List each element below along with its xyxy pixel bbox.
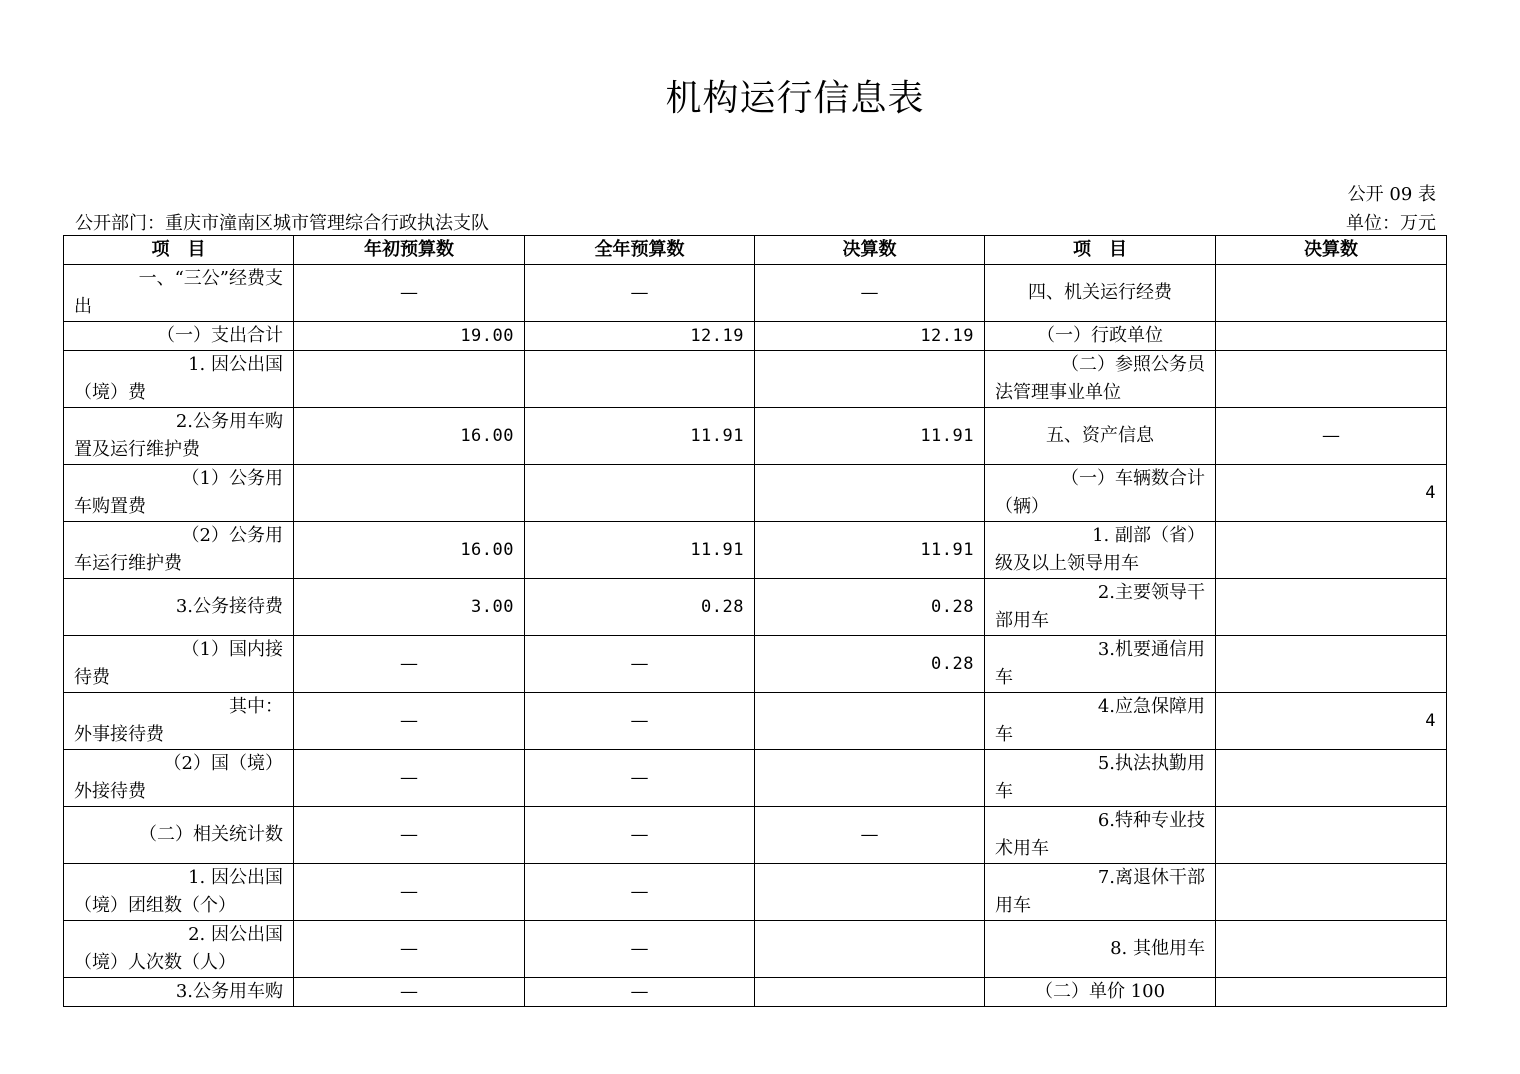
annual-budget-cell: — — [525, 807, 755, 864]
item-label — [64, 864, 294, 921]
right-item-label-line2: 法管理事业单位 — [995, 382, 1121, 403]
right-item-label — [985, 265, 1216, 322]
table-number: 公开 09 表 — [1347, 184, 1436, 205]
right-item-label — [985, 864, 1216, 921]
final-accounts-cell: 0.28 — [755, 579, 985, 636]
item-label — [64, 265, 294, 322]
department-label: 公开部门：重庆市潼南区城市管理综合行政执法支队 — [75, 213, 489, 234]
initial-budget-cell: 19.00 — [294, 322, 525, 351]
right-item-label-line1: 7.离退休干部 — [1097, 867, 1205, 888]
annual-budget-cell: 0.28 — [525, 579, 755, 636]
item-label-line1: 1. 因公出国 — [188, 354, 283, 375]
final-accounts-cell — [755, 750, 985, 807]
header-item-right: 项 目 — [985, 236, 1216, 265]
item-label — [64, 465, 294, 522]
right-item-label — [985, 693, 1216, 750]
initial-budget-cell: 16.00 — [294, 408, 525, 465]
right-final-accounts-cell — [1216, 864, 1447, 921]
info-table — [63, 235, 1447, 1007]
table-header-row — [64, 236, 1447, 265]
header-final-accounts-right: 决算数 — [1216, 236, 1447, 265]
final-accounts-cell — [755, 978, 985, 1007]
annual-budget-cell: 11.91 — [525, 408, 755, 465]
item-label-line1: 1. 因公出国 — [188, 867, 283, 888]
right-final-accounts-cell — [1216, 636, 1447, 693]
item-label-line2: 车购置费 — [74, 496, 146, 517]
initial-budget-cell: — — [294, 864, 525, 921]
right-item-label-line2: 车 — [995, 781, 1013, 802]
right-item-label-line2: 车 — [995, 667, 1013, 688]
annual-budget-cell: 12.19 — [525, 322, 755, 351]
item-label-line2: （境）费 — [74, 382, 146, 403]
right-final-accounts-cell: 4 — [1216, 465, 1447, 522]
initial-budget-cell: 16.00 — [294, 522, 525, 579]
right-item-label — [985, 750, 1216, 807]
item-label-line2: 外接待费 — [74, 781, 146, 802]
annual-budget-cell: — — [525, 636, 755, 693]
table-row — [64, 265, 1447, 322]
item-label-line1: 2. 因公出国 — [188, 924, 283, 945]
item-label-line1: 2.公务用车购 — [175, 411, 283, 432]
right-item-label — [985, 322, 1216, 351]
header-annual-budget: 全年预算数 — [525, 236, 755, 265]
right-item-label — [985, 465, 1216, 522]
item-label — [64, 693, 294, 750]
right-final-accounts-cell: — — [1216, 408, 1447, 465]
final-accounts-cell — [755, 351, 985, 408]
item-label-line1: 3.公务用车购 — [175, 981, 283, 1002]
final-accounts-cell — [755, 921, 985, 978]
item-label-line1: （二）相关统计数 — [139, 824, 283, 845]
final-accounts-cell: 11.91 — [755, 522, 985, 579]
initial-budget-cell: — — [294, 978, 525, 1007]
annual-budget-cell: — — [525, 864, 755, 921]
final-accounts-cell — [755, 693, 985, 750]
initial-budget-cell — [294, 465, 525, 522]
item-label-line2: 出 — [74, 296, 92, 317]
item-label-line2: 置及运行维护费 — [74, 439, 200, 460]
initial-budget-cell: — — [294, 750, 525, 807]
item-label — [64, 807, 294, 864]
item-label — [64, 408, 294, 465]
item-label-line1: （2）公务用 — [181, 525, 283, 546]
item-label — [64, 636, 294, 693]
initial-budget-cell: — — [294, 265, 525, 322]
right-item-label-line2: 车 — [995, 724, 1013, 745]
item-label-line1: （一）支出合计 — [157, 325, 283, 346]
annual-budget-cell: — — [525, 921, 755, 978]
annual-budget-cell — [525, 351, 755, 408]
right-final-accounts-cell — [1216, 322, 1447, 351]
right-item-label — [985, 636, 1216, 693]
right-item-label-line1: 1. 副部（省） — [1092, 525, 1205, 546]
table-row — [64, 579, 1447, 636]
annual-budget-cell — [525, 465, 755, 522]
header-initial-budget: 年初预算数 — [294, 236, 525, 265]
unit-label: 单位：万元 — [1346, 213, 1436, 234]
right-item-label-line1: 6.特种专业技 — [1097, 810, 1205, 831]
item-label — [64, 750, 294, 807]
right-item-label — [985, 978, 1216, 1007]
initial-budget-cell: 3.00 — [294, 579, 525, 636]
table-row — [64, 636, 1447, 693]
right-item-label-line1: （一）行政单位 — [1037, 325, 1163, 346]
right-item-label-line2: 术用车 — [995, 838, 1049, 859]
right-final-accounts-cell — [1216, 921, 1447, 978]
table-row — [64, 807, 1447, 864]
item-label-line2: （境）团组数（个） — [74, 895, 236, 916]
table-row — [64, 522, 1447, 579]
right-item-label — [985, 579, 1216, 636]
final-accounts-cell: 12.19 — [755, 322, 985, 351]
final-accounts-cell — [755, 465, 985, 522]
annual-budget-cell: — — [525, 978, 755, 1007]
table-row — [64, 921, 1447, 978]
right-item-label-line2: （辆） — [995, 496, 1049, 517]
right-item-label-line1: （一）车辆数合计 — [1061, 468, 1205, 489]
initial-budget-cell: — — [294, 636, 525, 693]
item-label-line2: 车运行维护费 — [74, 553, 182, 574]
initial-budget-cell: — — [294, 807, 525, 864]
table-row — [64, 750, 1447, 807]
initial-budget-cell: — — [294, 693, 525, 750]
item-label-line1: 3.公务接待费 — [175, 596, 283, 617]
right-item-label-line2: 级及以上领导用车 — [995, 553, 1139, 574]
right-final-accounts-cell — [1216, 978, 1447, 1007]
item-label-line2: （境）人次数（人） — [74, 952, 236, 973]
item-label-line2: 待费 — [74, 667, 110, 688]
initial-budget-cell — [294, 351, 525, 408]
item-label-line2: 外事接待费 — [74, 724, 164, 745]
right-item-label-line1: 5.执法执勤用 — [1097, 753, 1205, 774]
right-item-label-line2: 部用车 — [995, 610, 1049, 631]
right-item-label — [985, 408, 1216, 465]
item-label-line1: 其中： — [229, 696, 283, 717]
right-item-label — [985, 522, 1216, 579]
item-label — [64, 522, 294, 579]
item-label-line1: （1）公务用 — [181, 468, 283, 489]
right-item-label-line1: 五、资产信息 — [1046, 425, 1154, 446]
right-item-label-line1: 4.应急保障用 — [1097, 696, 1205, 717]
item-label — [64, 351, 294, 408]
right-final-accounts-cell — [1216, 351, 1447, 408]
item-label-line1: （1）国内接 — [181, 639, 283, 660]
right-item-label-line1: 2.主要领导干 — [1097, 582, 1205, 603]
item-label-line1: （2）国（境） — [163, 753, 283, 774]
item-label — [64, 921, 294, 978]
right-final-accounts-cell — [1216, 807, 1447, 864]
right-item-label-line1: （二）单价 100 — [1034, 981, 1166, 1002]
right-item-label-line1: 8. 其他用车 — [1110, 938, 1205, 959]
item-label-line1: 一、“三公”经费支 — [138, 268, 283, 289]
right-final-accounts-cell — [1216, 265, 1447, 322]
right-item-label-line2: 用车 — [995, 895, 1031, 916]
initial-budget-cell: — — [294, 921, 525, 978]
annual-budget-cell: — — [525, 265, 755, 322]
right-final-accounts-cell: 4 — [1216, 693, 1447, 750]
annual-budget-cell: 11.91 — [525, 522, 755, 579]
right-item-label — [985, 351, 1216, 408]
final-accounts-cell: 11.91 — [755, 408, 985, 465]
final-accounts-cell: — — [755, 807, 985, 864]
annual-budget-cell: — — [525, 693, 755, 750]
final-accounts-cell: — — [755, 265, 985, 322]
table-row — [64, 465, 1447, 522]
right-item-label — [985, 921, 1216, 978]
table-row — [64, 864, 1447, 921]
right-item-label-line1: （二）参照公务员 — [1061, 354, 1205, 375]
right-final-accounts-cell — [1216, 522, 1447, 579]
table-row — [64, 978, 1447, 1007]
item-label — [64, 978, 294, 1007]
item-label — [64, 579, 294, 636]
header-item: 项 目 — [64, 236, 294, 265]
final-accounts-cell: 0.28 — [755, 636, 985, 693]
annual-budget-cell: — — [525, 750, 755, 807]
right-item-label — [985, 807, 1216, 864]
right-item-label-line1: 四、机关运行经费 — [1028, 282, 1172, 303]
right-final-accounts-cell — [1216, 579, 1447, 636]
right-item-label-line1: 3.机要通信用 — [1097, 639, 1205, 660]
right-final-accounts-cell — [1216, 750, 1447, 807]
final-accounts-cell — [755, 864, 985, 921]
table-row — [64, 408, 1447, 465]
header-final-accounts: 决算数 — [755, 236, 985, 265]
table-row — [64, 322, 1447, 351]
item-label — [64, 322, 294, 351]
table-row — [64, 693, 1447, 750]
page-title: 机构运行信息表 — [665, 78, 925, 119]
table-row — [64, 351, 1447, 408]
